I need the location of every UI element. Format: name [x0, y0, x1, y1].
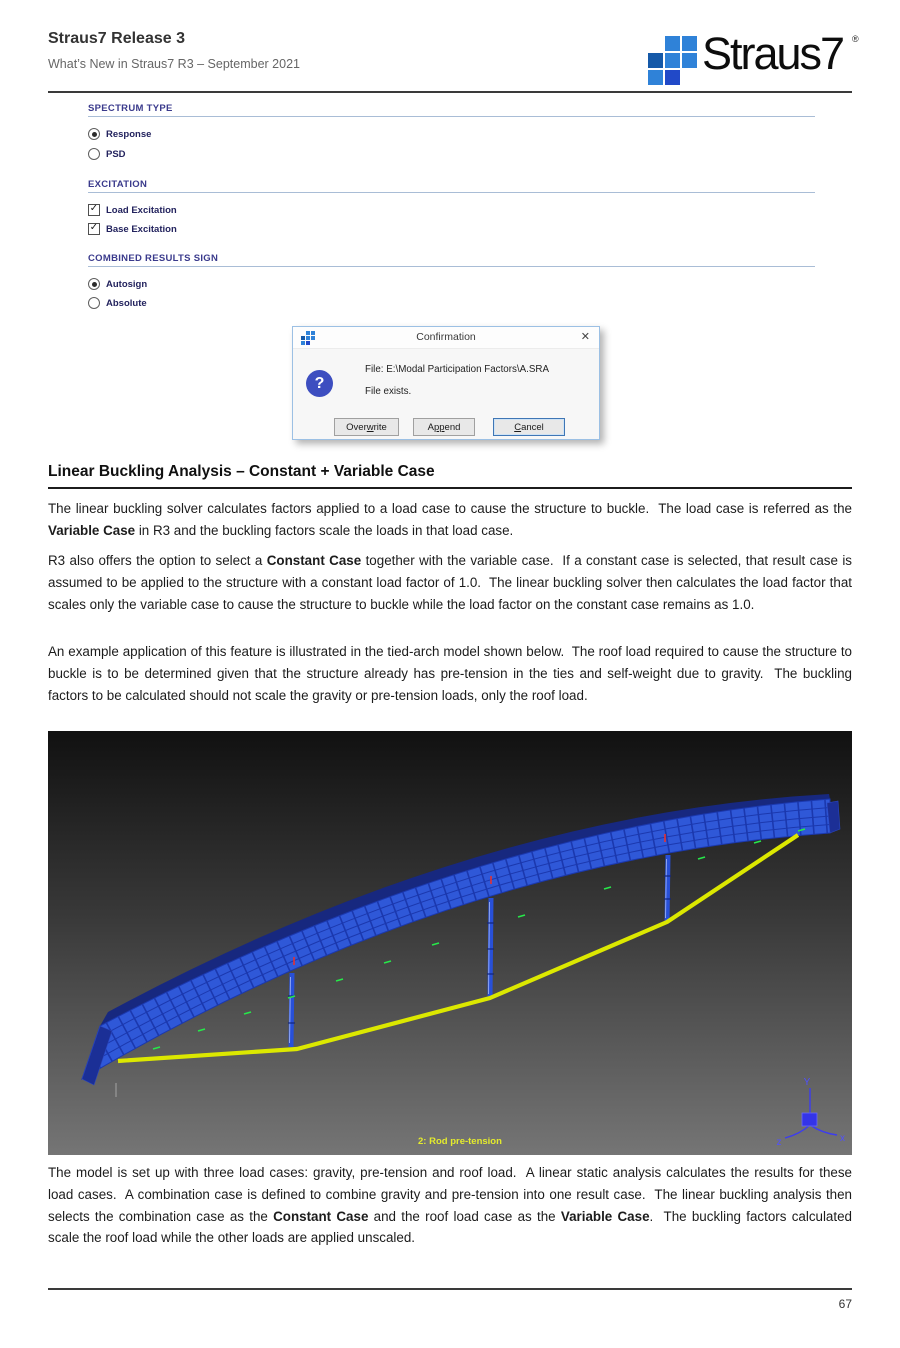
radio-button: [88, 297, 100, 309]
checkbox-label: Base Excitation: [106, 223, 177, 235]
axis-label-y: Y: [803, 1077, 811, 1088]
radio-button: [88, 278, 100, 290]
section-label-combined-results-sign: COMBINED RESULTS SIGN: [88, 253, 219, 264]
append-button[interactable]: Append: [413, 418, 475, 436]
paragraph-1: The linear buckling solver calculates factors applied to a load case to cause the structure to buckle. The load case is referred as the Variable Case in R3 and the buckling factors scale the loads in that load case.: [48, 501, 852, 538]
checkmark-icon: ✓: [89, 203, 99, 214]
radio-dot: [92, 132, 97, 137]
radio-button: [88, 148, 100, 160]
axis-label-x: x: [840, 1133, 845, 1144]
checkbox-label: Load Excitation: [106, 204, 177, 216]
section-divider: [88, 266, 815, 267]
section-heading: Linear Buckling Analysis – Constant + Variable Case: [48, 463, 435, 480]
dialog-message-file: File: E:\Modal Participation Factors\A.SRA: [365, 364, 550, 375]
paragraph-3: An example application of this feature is illustrated in the tied-arch model shown below. The roof load required to cause the structure to buckle is to be determined given that the structure already has pre-tension in the ties and self-weight due to gravity. The buckling factors to be calculated should not scale the gravity or pre-tension loads, only the roof load.: [48, 644, 852, 703]
header-divider: [48, 91, 852, 93]
figure-caption: 2: Rod pre-tension: [418, 1136, 502, 1147]
straus7-logo-squares-icon: [648, 36, 700, 88]
page-title: Straus7 Release 3: [48, 30, 185, 47]
logo-wordmark: Straus7: [702, 28, 844, 79]
axis-label-z: z: [776, 1137, 782, 1148]
footer-divider: [48, 1288, 852, 1290]
page-number: 67: [838, 1297, 852, 1311]
dialog-title: Confirmation: [416, 331, 476, 343]
checkbox-option-load-excitation[interactable]: [88, 203, 177, 217]
radio-dot: [92, 282, 97, 287]
radio-label: Absolute: [106, 297, 147, 309]
radio-option-response[interactable]: [88, 127, 151, 141]
paragraph-2: R3 also offers the option to select a Constant Case together with the variable case. If a constant case is selected, that result case is assumed to be applied to the structure with a constant load factor of 1.0. The linear buckling solver then calculates the load factor that scales only the variable case to cause the structure to buckle while the load factor on the constant case remains as 1.0.: [48, 553, 852, 612]
checkbox-checked: [88, 204, 100, 216]
question-icon: ?: [306, 370, 333, 397]
checkbox-option-base-excitation[interactable]: [88, 222, 177, 236]
overwrite-button[interactable]: Overwrite: [334, 418, 399, 436]
radio-option-absolute[interactable]: [88, 296, 147, 310]
dialog-message-exists: File exists.: [365, 386, 412, 397]
viewport-background: [48, 731, 852, 1155]
checkbox-checked: [88, 223, 100, 235]
cancel-button[interactable]: Cancel: [493, 418, 565, 436]
section-label-excitation: EXCITATION: [88, 179, 148, 190]
straus7-logo: [648, 28, 863, 92]
page-subtitle: What’s New in Straus7 R3 – September 2021: [48, 57, 300, 71]
radio-button: [88, 128, 100, 140]
solver-settings-panel: [88, 103, 815, 313]
model-figure: [48, 731, 852, 1155]
radio-label: PSD: [106, 148, 126, 160]
dialog-titlebar[interactable]: [293, 327, 599, 349]
checkmark-icon: ✓: [89, 222, 99, 233]
heading-underline: [48, 487, 852, 489]
confirmation-dialog: [292, 326, 600, 440]
paragraph-4: The model is set up with three load cases: gravity, pre-tension and roof load. A linear static analysis calculates the results for these load cases. A combination case is defined to combine gravity and pre-tension into one result case. The linear buckling analysis then selects the combination case as the Constant Case and the roof load case as the Variable Case. The buckling factors calculated scale the roof load while the other loads are applied unscaled.: [48, 1165, 852, 1246]
radio-label: Response: [106, 128, 152, 140]
registered-trademark-icon: ®: [852, 34, 859, 44]
radio-option-autosign[interactable]: [88, 277, 147, 291]
section-divider: [88, 116, 815, 117]
radio-label: Autosign: [106, 278, 148, 290]
section-divider: [88, 192, 815, 193]
model-render: [48, 731, 852, 1155]
close-icon[interactable]: ✕: [580, 331, 590, 343]
section-label-spectrum-type: SPECTRUM TYPE: [88, 103, 173, 114]
radio-option-psd[interactable]: [88, 147, 126, 161]
